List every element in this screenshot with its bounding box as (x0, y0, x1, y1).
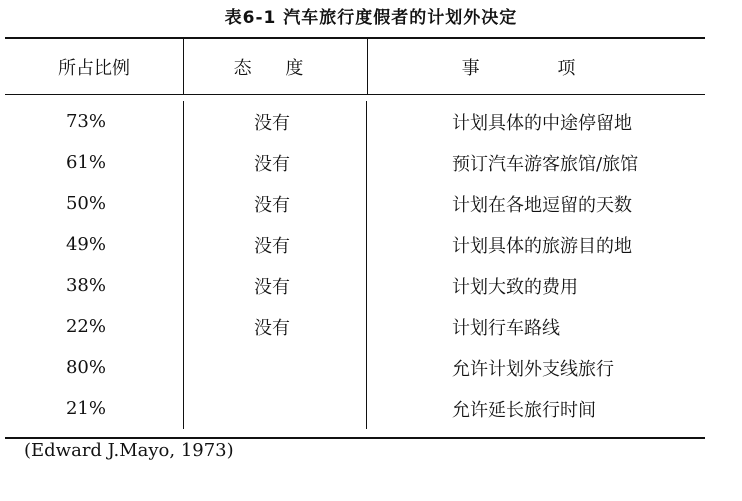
cell-ratio: 38% (65, 275, 106, 296)
table-row (5, 142, 705, 183)
header-ratio: 所占比例 (58, 57, 130, 79)
table-row (5, 183, 705, 224)
cell-matter: 计划具体的中途停留地 (366, 101, 705, 142)
cell-ratio: 80% (65, 357, 106, 378)
cell-matter: 计划具体的旅游目的地 (366, 224, 705, 265)
decision-table (5, 37, 705, 439)
cell-matter: 预订汽车游客旅馆/旅馆 (366, 142, 705, 183)
table-row (5, 347, 705, 388)
cell-matter: 计划行车路线 (366, 306, 705, 347)
cell-ratio: 49% (65, 234, 106, 255)
table-title: 表6-1 汽车旅行度假者的计划外决定 (224, 8, 518, 28)
cell-ratio: 21% (65, 398, 106, 419)
header-attitude: 态 度 (183, 39, 367, 94)
cell-attitude: 没有 (183, 265, 366, 306)
cell-matter: 计划在各地逗留的天数 (366, 183, 705, 224)
cell-ratio: 22% (65, 316, 106, 337)
cell-attitude (183, 388, 366, 429)
table-row (5, 306, 705, 347)
cell-attitude: 没有 (183, 142, 366, 183)
cell-attitude: 没有 (183, 306, 366, 347)
table-body (5, 95, 705, 437)
table-header-row (5, 39, 705, 95)
cell-matter: 允许延长旅行时间 (366, 388, 705, 429)
cell-attitude: 没有 (183, 224, 366, 265)
source-citation: (Edward J.Mayo, 1973) (24, 440, 234, 461)
cell-ratio: 50% (65, 193, 106, 214)
table-row (5, 265, 705, 306)
table-row (5, 101, 705, 142)
cell-matter: 计划大致的费用 (366, 265, 705, 306)
cell-ratio: 73% (65, 111, 106, 132)
cell-attitude: 没有 (183, 183, 366, 224)
cell-attitude: 没有 (183, 101, 366, 142)
cell-matter: 允许计划外支线旅行 (366, 347, 705, 388)
cell-attitude (183, 347, 366, 388)
cell-ratio: 61% (65, 152, 106, 173)
table-row (5, 388, 705, 429)
header-matter: 事 项 (367, 39, 705, 94)
table-row (5, 224, 705, 265)
